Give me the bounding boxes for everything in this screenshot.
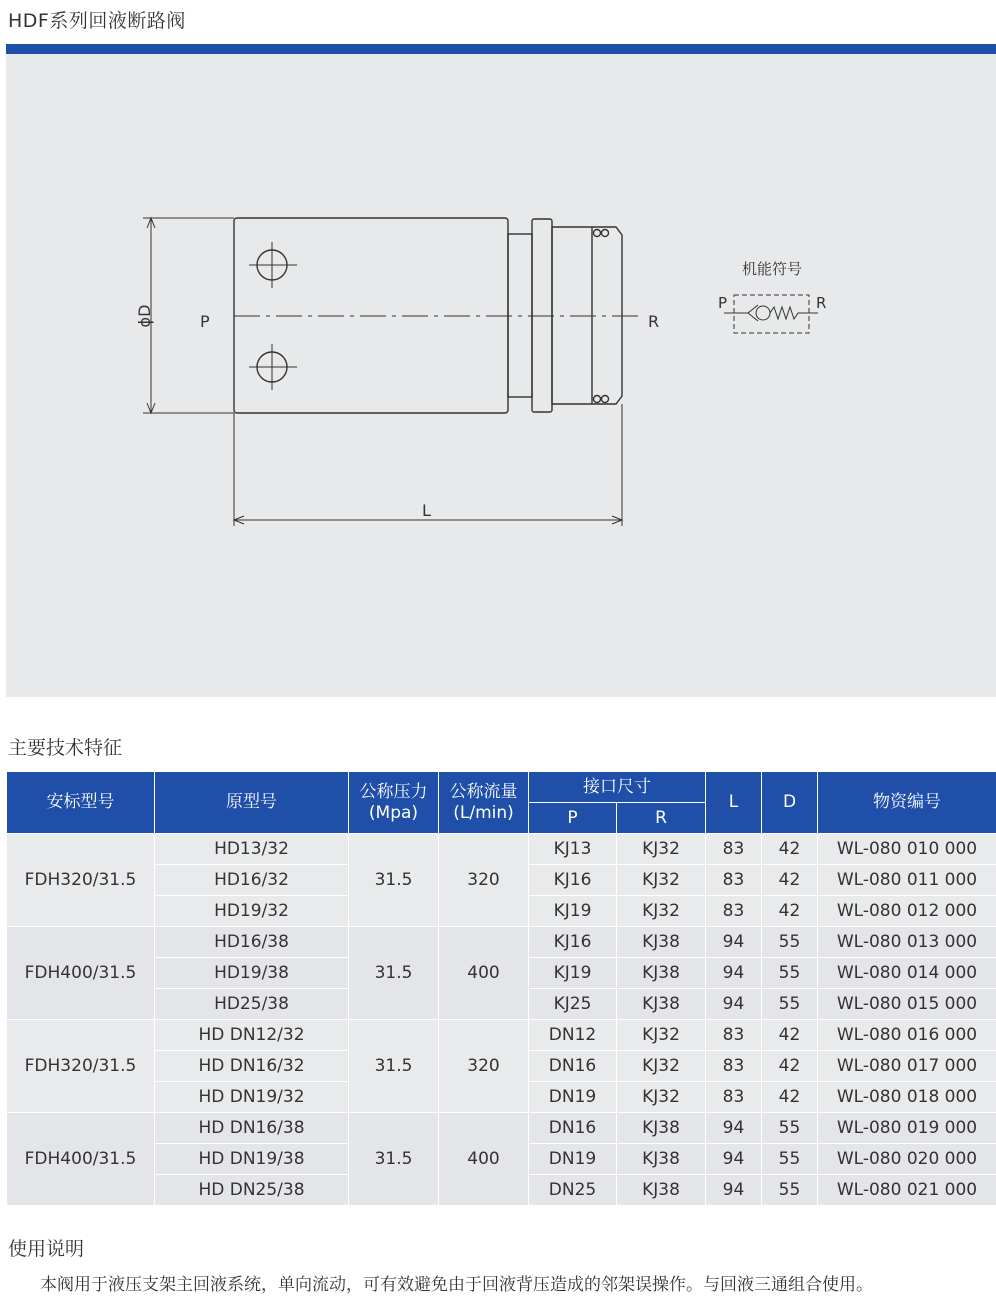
table-row <box>7 927 996 958</box>
cell-material-no: WL-080 020 000 <box>818 1144 996 1175</box>
cell-material-no: WL-080 021 000 <box>818 1175 996 1206</box>
cell-port-p: DN12 <box>529 1020 617 1051</box>
cell-material-no: WL-080 013 000 <box>818 927 996 958</box>
cell-d: 55 <box>762 958 818 989</box>
cell-original-model: HD13/32 <box>155 834 349 865</box>
cell-port-p: DN16 <box>529 1113 617 1144</box>
cell-original-model: HD25/38 <box>155 989 349 1020</box>
cell-port-p: KJ16 <box>529 865 617 896</box>
table-row <box>7 834 996 865</box>
cell-d: 42 <box>762 1020 818 1051</box>
cell-l: 83 <box>706 834 762 865</box>
check-valve-symbol <box>724 295 818 333</box>
cell-d: 42 <box>762 1082 818 1113</box>
cell-d: 42 <box>762 1051 818 1082</box>
cell-port-r: KJ32 <box>617 896 706 927</box>
cell-original-model: HD DN16/38 <box>155 1113 349 1144</box>
symbol-port-r: R <box>816 294 827 312</box>
cell-port-p: KJ16 <box>529 927 617 958</box>
cell-original-model: HD16/38 <box>155 927 349 958</box>
title-bar <box>6 44 996 54</box>
label-phi-d: ϕD <box>135 304 154 328</box>
cell-flow: 320 <box>439 834 529 927</box>
cell-pressure: 31.5 <box>349 1020 439 1113</box>
page-title: HDF系列回液断路阀 <box>8 10 186 32</box>
cell-d: 42 <box>762 896 818 927</box>
cell-port-p: KJ13 <box>529 834 617 865</box>
cell-d: 55 <box>762 1175 818 1206</box>
symbol-port-p: P <box>718 294 728 312</box>
valve-drawing <box>6 54 996 697</box>
cell-port-r: KJ32 <box>617 1020 706 1051</box>
cell-port-p: DN19 <box>529 1144 617 1175</box>
cell-port-p: DN16 <box>529 1051 617 1082</box>
cell-d: 55 <box>762 1113 818 1144</box>
cell-material-no: WL-080 019 000 <box>818 1113 996 1144</box>
cell-d: 42 <box>762 865 818 896</box>
cell-material-no: WL-080 017 000 <box>818 1051 996 1082</box>
cell-flow: 320 <box>439 1020 529 1113</box>
cell-original-model: HD19/32 <box>155 896 349 927</box>
spec-table <box>6 771 996 1206</box>
cell-l: 83 <box>706 1051 762 1082</box>
cell-l: 94 <box>706 958 762 989</box>
cell-standard-model: FDH320/31.5 <box>7 1020 155 1113</box>
label-port-p: P <box>200 312 210 331</box>
cell-material-no: WL-080 015 000 <box>818 989 996 1020</box>
cell-port-r: KJ38 <box>617 958 706 989</box>
features-heading: 主要技术特征 <box>8 737 123 759</box>
usage-heading: 使用说明 <box>8 1238 85 1260</box>
header-material-no: 物资编号 <box>818 772 996 834</box>
cell-flow: 400 <box>439 927 529 1020</box>
cell-d: 55 <box>762 1144 818 1175</box>
cell-port-p: KJ19 <box>529 958 617 989</box>
cell-port-r: KJ32 <box>617 865 706 896</box>
cell-port-r: KJ38 <box>617 1113 706 1144</box>
header-pressure: 公称压力 (Mpa) <box>349 772 439 834</box>
usage-text: 本阀用于液压支架主回液系统，单向流动，可有效避免由于回液背压造成的邻架误操作。与回液三通组合使用。 <box>40 1275 873 1295</box>
cell-l: 83 <box>706 865 762 896</box>
header-d: D <box>762 772 818 834</box>
cell-material-no: WL-080 011 000 <box>818 865 996 896</box>
drawing-panel <box>6 54 996 697</box>
cell-original-model: HD16/32 <box>155 865 349 896</box>
cell-port-r: KJ32 <box>617 1051 706 1082</box>
cell-port-p: KJ19 <box>529 896 617 927</box>
cell-original-model: HD DN25/38 <box>155 1175 349 1206</box>
cell-material-no: WL-080 012 000 <box>818 896 996 927</box>
table-row <box>7 1113 996 1144</box>
cell-pressure: 31.5 <box>349 927 439 1020</box>
header-p: P <box>529 803 617 834</box>
cell-l: 94 <box>706 1113 762 1144</box>
cell-port-r: KJ38 <box>617 989 706 1020</box>
header-flow: 公称流量 (L/min) <box>439 772 529 834</box>
label-l: L <box>422 501 431 520</box>
cell-pressure: 31.5 <box>349 1113 439 1206</box>
cell-standard-model: FDH400/31.5 <box>7 1113 155 1206</box>
cell-d: 42 <box>762 834 818 865</box>
header-l: L <box>706 772 762 834</box>
header-standard-model: 安标型号 <box>7 772 155 834</box>
cell-port-p: DN25 <box>529 1175 617 1206</box>
cell-port-p: DN19 <box>529 1082 617 1113</box>
cell-d: 55 <box>762 927 818 958</box>
cell-l: 94 <box>706 927 762 958</box>
cell-standard-model: FDH400/31.5 <box>7 927 155 1020</box>
symbol-title: 机能符号 <box>742 260 803 278</box>
header-original-model: 原型号 <box>155 772 349 834</box>
cell-original-model: HD DN12/32 <box>155 1020 349 1051</box>
cell-flow: 400 <box>439 1113 529 1206</box>
cell-port-r: KJ38 <box>617 927 706 958</box>
label-port-r: R <box>648 312 660 331</box>
cell-port-r: KJ32 <box>617 834 706 865</box>
cell-material-no: WL-080 010 000 <box>818 834 996 865</box>
cell-l: 83 <box>706 896 762 927</box>
cell-l: 94 <box>706 1144 762 1175</box>
cell-l: 94 <box>706 1175 762 1206</box>
cell-l: 83 <box>706 1020 762 1051</box>
cell-original-model: HD DN16/32 <box>155 1051 349 1082</box>
cell-material-no: WL-080 014 000 <box>818 958 996 989</box>
table-row <box>7 1020 996 1051</box>
header-port-size: 接口尺寸 <box>529 772 706 803</box>
cell-material-no: WL-080 018 000 <box>818 1082 996 1113</box>
cell-port-r: KJ32 <box>617 1082 706 1113</box>
cell-original-model: HD DN19/32 <box>155 1082 349 1113</box>
cell-d: 55 <box>762 989 818 1020</box>
spec-table-body <box>7 834 996 1206</box>
cell-standard-model: FDH320/31.5 <box>7 834 155 927</box>
cell-original-model: HD19/38 <box>155 958 349 989</box>
cell-material-no: WL-080 016 000 <box>818 1020 996 1051</box>
cell-l: 83 <box>706 1082 762 1113</box>
cell-l: 94 <box>706 989 762 1020</box>
header-r: R <box>617 803 706 834</box>
cell-port-r: KJ38 <box>617 1144 706 1175</box>
cell-pressure: 31.5 <box>349 834 439 927</box>
cell-port-r: KJ38 <box>617 1175 706 1206</box>
cell-original-model: HD DN19/38 <box>155 1144 349 1175</box>
cell-port-p: KJ25 <box>529 989 617 1020</box>
